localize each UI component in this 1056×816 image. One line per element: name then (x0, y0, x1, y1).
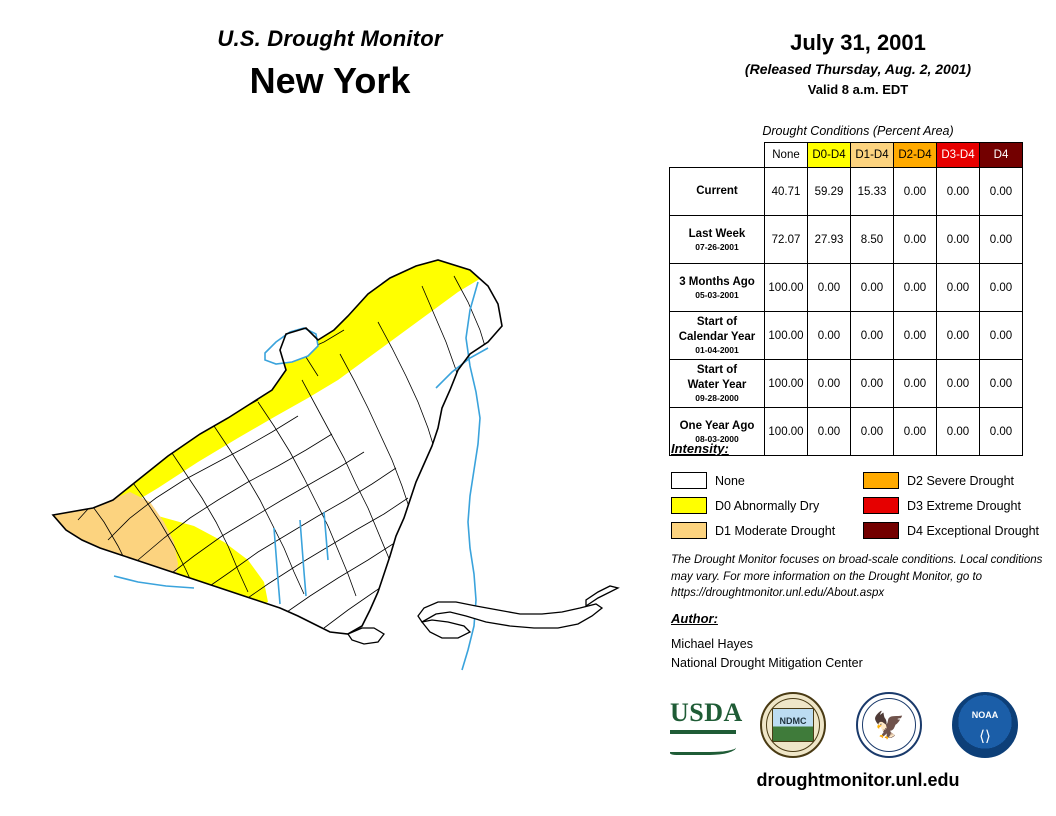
allegheny-river (114, 576, 194, 588)
disclaimer-note: The Drought Monitor focuses on broad-scale conditions. Local conditions may vary. For more information on the Drought Monitor, go to https://droughtmonitor.unl.edu/About.aspx (671, 554, 1043, 600)
cell-current-d1: 15.33 (851, 168, 894, 216)
cell-calyear-d4: 0.00 (980, 312, 1023, 360)
legend-label-d4: D4 Exceptional Drought (907, 523, 1040, 538)
legend-label-d0: D0 Abnormally Dry (715, 498, 820, 513)
cell-lastweek-d1: 8.50 (851, 216, 894, 264)
row-label-3-months-ago (670, 264, 765, 312)
table-corner-cell (670, 143, 765, 168)
legend-item-d4 (863, 518, 1039, 543)
cell-3months-d1: 0.00 (851, 264, 894, 312)
legend-item-d3 (863, 493, 1039, 518)
row-label-text-line1: Start of (696, 364, 738, 377)
cell-lastweek-d4: 0.00 (980, 216, 1023, 264)
usda-logo-swoosh (670, 736, 736, 755)
row-label-date: 08-03-2000 (695, 433, 739, 444)
row-label-text: 3 Months Ago (679, 275, 755, 288)
table-row (670, 168, 1023, 216)
eagle-icon: 🦅 (872, 710, 906, 740)
logo-strip (664, 692, 1056, 758)
row-label-start-water-year (670, 360, 765, 408)
cell-current-d0: 59.29 (808, 168, 851, 216)
table-header-row (670, 143, 1023, 168)
valid-time: Valid 8 a.m. EDT (807, 82, 909, 97)
cell-3months-d2: 0.00 (894, 264, 937, 312)
new-york-drought-map (18, 230, 658, 700)
table-row (670, 216, 1023, 264)
cell-current-d3: 0.00 (937, 168, 980, 216)
cell-current-d4: 0.00 (980, 168, 1023, 216)
table-row (670, 360, 1023, 408)
noaa-seal-icon (952, 692, 1018, 758)
state-title: New York (249, 60, 411, 101)
author-name: Michael Hayes (671, 637, 753, 651)
row-label-date: 01-04-2001 (695, 345, 739, 356)
cell-wateryear-d4: 0.00 (980, 360, 1023, 408)
cell-lastweek-none: 72.07 (765, 216, 808, 264)
cell-oneyear-d1: 0.00 (851, 408, 894, 456)
author-title: Author: (671, 611, 718, 626)
column-header-none: None (765, 143, 808, 168)
ndmc-seal-icon (760, 692, 826, 758)
column-header-d4: D4 (980, 143, 1023, 168)
cell-3months-d3: 0.00 (937, 264, 980, 312)
row-label-text: Current (696, 185, 738, 198)
row-label-text-line2: Calendar Year (678, 330, 756, 343)
row-label-text-line2: Water Year (687, 378, 747, 391)
row-label-text: Last Week (688, 227, 746, 240)
row-label-date: 07-26-2001 (695, 241, 739, 252)
legend-label-d3: D3 Extreme Drought (907, 498, 1021, 513)
cell-wateryear-d3: 0.00 (937, 360, 980, 408)
cell-calyear-d3: 0.00 (937, 312, 980, 360)
cell-oneyear-d4: 0.00 (980, 408, 1023, 456)
legend-item-d2 (863, 468, 1039, 493)
usdc-logo (856, 692, 922, 758)
cell-calyear-d0: 0.00 (808, 312, 851, 360)
cell-calyear-d1: 0.00 (851, 312, 894, 360)
cell-wateryear-d2: 0.00 (894, 360, 937, 408)
author-block (671, 635, 863, 674)
column-header-d0: D0-D4 (808, 143, 851, 168)
legend-label-none: None (715, 473, 745, 488)
table-row (670, 312, 1023, 360)
cell-wateryear-none: 100.00 (765, 360, 808, 408)
legend-label-d1: D1 Moderate Drought (715, 523, 836, 538)
legend-item-none (671, 468, 835, 493)
noaa-logo-text: NOAA (971, 710, 999, 720)
row-label-start-calendar-year (670, 312, 765, 360)
map-regions (18, 230, 658, 700)
seagull-icon: ⟨⟩ (979, 728, 991, 745)
legend-item-d0 (671, 493, 835, 518)
usda-logo (670, 698, 743, 755)
legend-label-d2: D2 Severe Drought (907, 473, 1015, 488)
cell-calyear-none: 100.00 (765, 312, 808, 360)
cell-3months-d0: 0.00 (808, 264, 851, 312)
cell-oneyear-none: 100.00 (765, 408, 808, 456)
date-block (660, 30, 1056, 97)
ndmc-logo-text: NDMC (779, 716, 807, 726)
site-url: droughtmonitor.unl.edu (756, 770, 960, 790)
column-header-d3: D3-D4 (937, 143, 980, 168)
column-header-d2: D2-D4 (894, 143, 937, 168)
table-row (670, 264, 1023, 312)
title-block (0, 26, 660, 102)
long-island (348, 586, 618, 644)
cell-wateryear-d0: 0.00 (808, 360, 851, 408)
row-label-text-line1: Start of (696, 316, 738, 329)
cell-oneyear-d3: 0.00 (937, 408, 980, 456)
map-svg (18, 230, 658, 700)
cell-3months-d4: 0.00 (980, 264, 1023, 312)
row-label-date: 05-03-2001 (695, 289, 739, 300)
column-header-d1: D1-D4 (851, 143, 894, 168)
ndmc-logo (760, 692, 826, 758)
cell-current-none: 40.71 (765, 168, 808, 216)
cell-oneyear-d0: 0.00 (808, 408, 851, 456)
released-date: (Released Thursday, Aug. 2, 2001) (744, 61, 972, 77)
usdc-seal-icon (856, 692, 922, 758)
author-org: National Drought Mitigation Center (671, 656, 863, 671)
region-none (18, 230, 658, 700)
row-label-last-week (670, 216, 765, 264)
drought-conditions-table (669, 142, 1023, 456)
cell-lastweek-d0: 27.93 (808, 216, 851, 264)
nyc-shape (422, 620, 470, 638)
legend-swatch-none (671, 472, 707, 489)
cell-wateryear-d1: 0.00 (851, 360, 894, 408)
cell-3months-none: 100.00 (765, 264, 808, 312)
legend-column-left (671, 468, 835, 543)
cell-calyear-d2: 0.00 (894, 312, 937, 360)
legend-item-d1 (671, 518, 835, 543)
noaa-logo (952, 692, 1018, 758)
usda-logo-bar (670, 730, 736, 734)
legend-column-right (863, 468, 1039, 543)
intensity-legend-title: Intensity: (671, 441, 729, 456)
cell-current-d2: 0.00 (894, 168, 937, 216)
row-label-date: 09-28-2000 (695, 393, 739, 404)
legend-swatch-d3 (863, 497, 899, 514)
map-date: July 31, 2001 (790, 30, 926, 55)
legend-swatch-d4 (863, 522, 899, 539)
cell-lastweek-d3: 0.00 (937, 216, 980, 264)
row-label-current (670, 168, 765, 216)
cell-oneyear-d2: 0.00 (894, 408, 937, 456)
usda-logo-text: USDA (670, 698, 743, 727)
legend-swatch-d2 (863, 472, 899, 489)
legend-swatch-d0 (671, 497, 707, 514)
legend-swatch-d1 (671, 522, 707, 539)
table-caption: Drought Conditions (Percent Area) (762, 124, 954, 138)
page-title: U.S. Drought Monitor (217, 26, 443, 51)
cell-lastweek-d2: 0.00 (894, 216, 937, 264)
row-label-text: One Year Ago (679, 419, 755, 432)
north-fork-shape (586, 586, 618, 606)
